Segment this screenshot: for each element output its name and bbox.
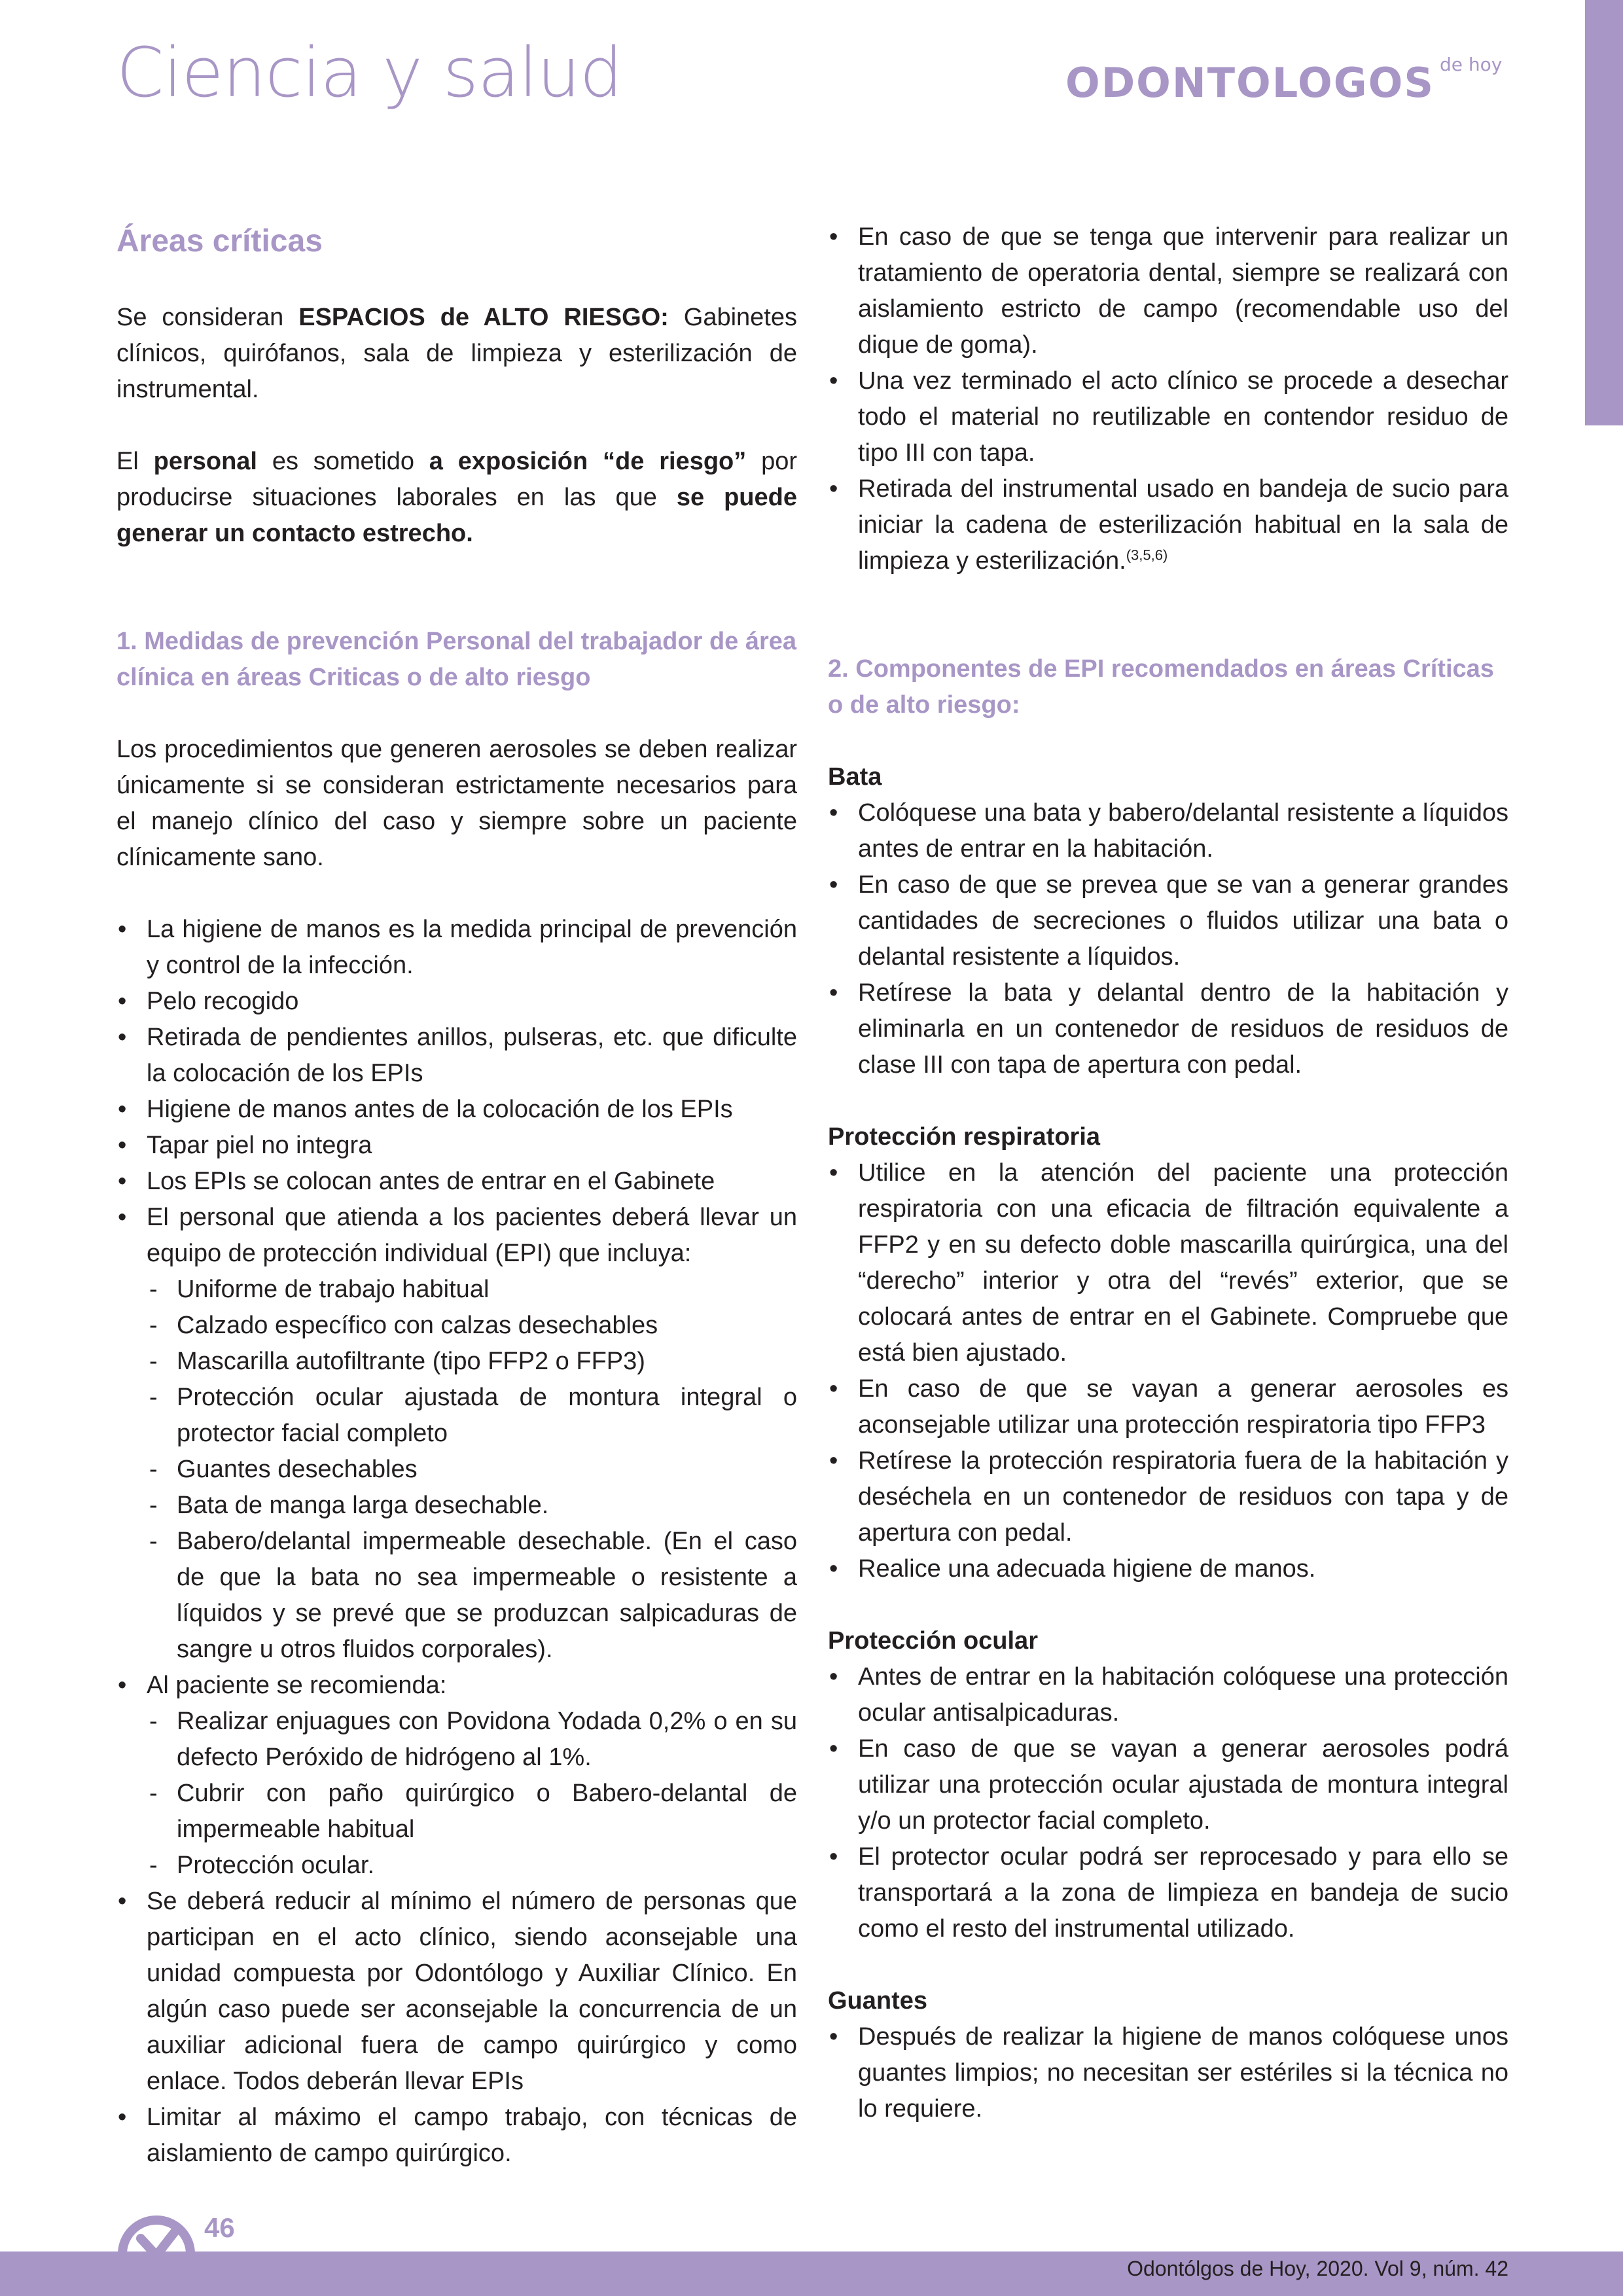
- list-item: • El personal que atienda a los pacientes deberá llevar un equipo de protección individual (EPI) que incluya:: [116, 1200, 797, 1272]
- journal-logo: [1065, 54, 1503, 107]
- sub-list-item: - Calzado específico con calzas desechables: [116, 1308, 797, 1344]
- list-item: • Realice una adecuada higiene de manos.: [828, 1551, 1508, 1587]
- list-item: • Se deberá reducir al mínimo el número de personas que participan en el acto clínico, siendo aconsejable una unidad compuesta por Odontólogo y Auxiliar Clínico. En algún caso puede ser aconsejable la concurrencia de un auxiliar adicional fuera de campo quirúrgico y como enlace. Todos deberán llevar EPIs: [116, 1884, 797, 2100]
- sub-list-item: - Babero/delantal impermeable desechable. (En el caso de que la bata no sea impermeable o resistente a líquidos y se prevé que se produzcan salpicaduras de sangre u otros fluidos corporales).: [116, 1524, 797, 1668]
- list-item: • Limitar al máximo el campo trabajo, con técnicas de aislamiento de campo quirúrgico.: [116, 2100, 797, 2172]
- list-item: • En caso de que se vayan a generar aerosoles es aconsejable utilizar una protección respiratoria tipo FFP3: [828, 1371, 1508, 1443]
- sub-list-item: - Protección ocular ajustada de montura integral o protector facial completo: [116, 1380, 797, 1452]
- page-number: 46: [204, 2212, 235, 2243]
- heading-guantes: Guantes: [828, 1987, 928, 2015]
- logo-sub: de hoy: [1440, 54, 1503, 76]
- sub-list-item: - Guantes desechables: [116, 1452, 797, 1488]
- paragraph-personal: El personal es sometido a exposición “de riesgo” por producirse situaciones laborales en las que se puede generar un contacto estrecho.: [116, 448, 797, 547]
- respiratoria-list: [828, 1155, 1508, 1587]
- paragraph-espacios: Se consideran ESPACIOS de ALTO RIESGO: Gabinetes clínicos, quirófanos, sala de limpieza y esterilización de instrumental.: [116, 304, 797, 403]
- sub-list-item: - Cubrir con paño quirúrgico o Babero-delantal de impermeable habitual: [116, 1776, 797, 1848]
- guantes-list: [828, 2019, 1508, 2127]
- list-item: • Retirada de pendientes anillos, pulseras, etc. que dificulte la colocación de los EPIs: [116, 1020, 797, 1092]
- list-item: • Al paciente se recomienda:: [116, 1668, 797, 1704]
- ocular-list: [828, 1659, 1508, 1947]
- list-item: • Colóquese una bata y babero/delantal resistente a líquidos antes de entrar en la habitación.: [828, 795, 1508, 867]
- list-item: • Retírese la bata y delantal dentro de la habitación y eliminarla en un contenedor de residuos de residuos de clase III con tapa de apertura con pedal.: [828, 975, 1508, 1083]
- sub-list-item: - Protección ocular.: [116, 1848, 797, 1884]
- list-item: • Antes de entrar en la habitación colóquese una protección ocular antisalpicaduras.: [828, 1659, 1508, 1731]
- paragraph-procedimientos: Los procedimientos que generen aerosoles se deben realizar únicamente si se consideran estrictamente necesarios para el manejo clínico del caso y siempre sobre un paciente clínicamente sano.: [116, 736, 797, 871]
- logo-main: ODONTOLOGOS: [1065, 59, 1435, 107]
- section-title: Ciencia y salud: [116, 33, 622, 113]
- journal-emblem-icon: [115, 2212, 198, 2296]
- sub-list-item: - Mascarilla autofiltrante (tipo FFP2 o FFP3): [116, 1344, 797, 1380]
- heading-bata: Bata: [828, 763, 882, 791]
- list-item: • Tapar piel no integra: [116, 1128, 797, 1164]
- list-item: • Pelo recogido: [116, 984, 797, 1020]
- list-item: • Utilice en la atención del paciente una protección respiratoria con una eficacia de filtración equivalente a FFP2 y en su defecto doble mascarilla quirúrgica, una del “derecho” interior y otra del “revés” exterior, que se colocará antes de entrar en el Gabinete. Compruebe que está bien ajustado.: [828, 1155, 1508, 1371]
- list-item: • El protector ocular podrá ser reprocesado y para ello se transportará a la zona de limpieza en bandeja de sucio como el resto del instrumental utilizado.: [828, 1839, 1508, 1947]
- list-item: • En caso de que se tenga que intervenir para realizar un tratamiento de operatoria dental, siempre se realizará con aislamiento estricto de campo (recomendable uso del dique de goma).: [828, 219, 1508, 363]
- sub-list-item: - Realizar enjuagues con Povidona Yodada 0,2% o en su defecto Peróxido de hidrógeno al 1%.: [116, 1704, 797, 1776]
- subheading-medidas: 1. Medidas de prevención Personal del trabajador de área clínica en áreas Criticas o de alto riesgo: [116, 628, 797, 691]
- journal-citation: Odontólgos de Hoy, 2020. Vol 9, núm. 42: [1127, 2257, 1508, 2280]
- list-item: • Retírese la protección respiratoria fuera de la habitación y deséchela en un contenedor de residuos con tapa y de apertura con pedal.: [828, 1443, 1508, 1551]
- side-tab: [1585, 0, 1623, 425]
- list-item: • En caso de que se vayan a generar aerosoles podrá utilizar una protección ocular ajustada de montura integral y/o un protector facial completo.: [828, 1731, 1508, 1839]
- subheading-componentes: 2. Componentes de EPI recomendados en áreas Críticas o de alto riesgo:: [828, 655, 1494, 719]
- list-item: • Los EPIs se colocan antes de entrar en el Gabinete: [116, 1164, 797, 1200]
- list-item: • Una vez terminado el acto clínico se procede a desechar todo el material no reutilizable en contendor residuo de tipo III con tapa.: [828, 363, 1508, 471]
- section-heading: Áreas críticas: [116, 224, 323, 259]
- reference-marker: (3,5,6): [1126, 547, 1168, 564]
- list-item: • La higiene de manos es la medida principal de prevención y control de la infección.: [116, 912, 797, 984]
- heading-proteccion-respiratoria: Protección respiratoria: [828, 1123, 1101, 1151]
- list-item: • Higiene de manos antes de la colocación de los EPIs: [116, 1092, 797, 1128]
- left-column: [116, 219, 797, 2172]
- sub-list-item: - Uniforme de trabajo habitual: [116, 1272, 797, 1308]
- prevention-list: [116, 912, 797, 2172]
- list-item: • En caso de que se prevea que se van a generar grandes cantidades de secreciones o fluidos utilizar una bata o delantal resistente a líquidos.: [828, 867, 1508, 975]
- right-column: [828, 219, 1508, 2127]
- sub-list-item: - Bata de manga larga desechable.: [116, 1488, 797, 1524]
- clinical-act-list: [828, 219, 1508, 579]
- heading-proteccion-ocular: Protección ocular: [828, 1627, 1038, 1655]
- bata-list: [828, 795, 1508, 1083]
- list-item: • Retirada del instrumental usado en bandeja de sucio para iniciar la cadena de esterilización habitual en la sala de limpieza y esterilización.$^{(3,5,6)}$: [828, 471, 1508, 579]
- list-item: • Después de realizar la higiene de manos colóquese unos guantes limpios; no necesitan ser estériles si la técnica no lo requiere.: [828, 2019, 1508, 2127]
